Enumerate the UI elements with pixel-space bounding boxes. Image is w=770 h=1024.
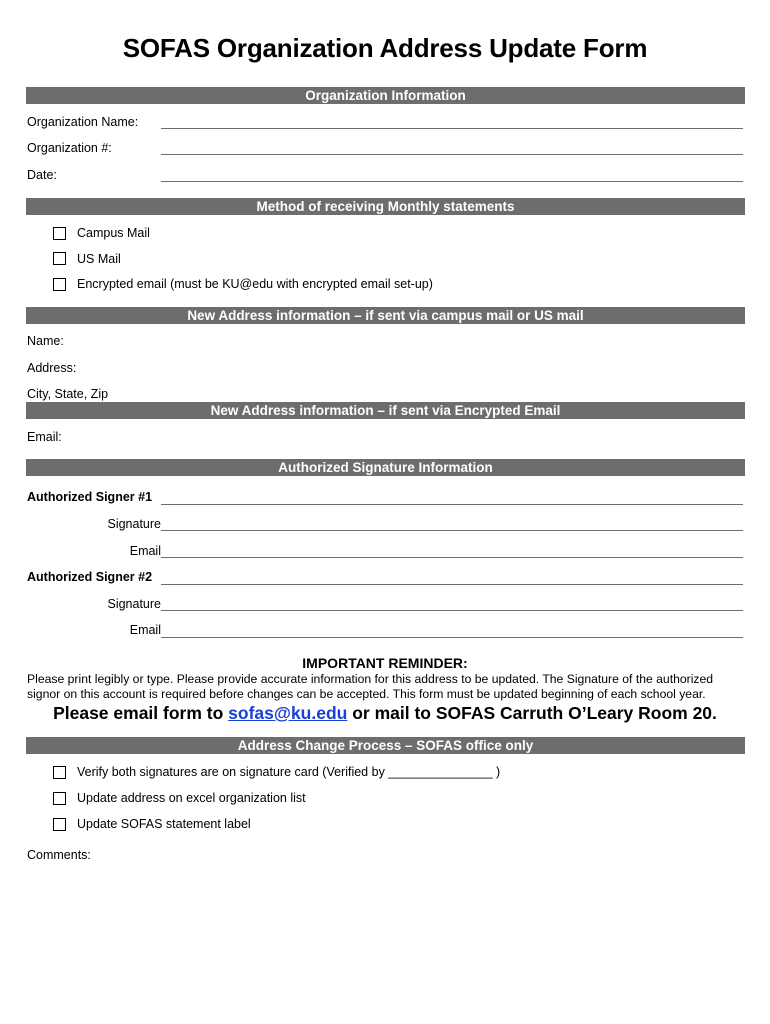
organization-number-field[interactable] — [161, 154, 743, 155]
comments-label: Comments: — [27, 848, 91, 862]
campus-mail-checkbox[interactable] — [53, 227, 66, 240]
us-mail-checkbox[interactable] — [53, 252, 66, 265]
update-label-checkbox[interactable] — [53, 818, 66, 831]
date-label: Date: — [27, 168, 57, 182]
signer-2-signature-field[interactable] — [161, 610, 743, 611]
encrypted-email-label: Encrypted email (must be KU@edu with encrypted email set-up) — [77, 277, 433, 291]
signer-2-signature-label: Signature — [107, 597, 161, 611]
section-header-mail-address: New Address information – if sent via campus mail or US mail — [26, 307, 745, 324]
signer-1-signature-label: Signature — [107, 517, 161, 531]
signer-2-email-field[interactable] — [161, 637, 743, 638]
sofas-email-link[interactable]: sofas@ku.edu — [228, 703, 348, 723]
section-header-organization: Organization Information — [26, 87, 745, 104]
signer-1-email-label: Email — [129, 544, 161, 558]
encrypted-email-checkbox[interactable] — [53, 278, 66, 291]
page-title: SOFAS Organization Address Update Form — [122, 33, 648, 63]
organization-name-label: Organization Name: — [27, 115, 139, 129]
email-instruction-prefix: Please email form to — [53, 703, 224, 723]
email-instruction — [0, 703, 770, 724]
update-label-label: Update SOFAS statement label — [77, 817, 251, 831]
reminder-line-1: Please print legibly or type. Please provide accurate information for this address to be updated. The Signature of the authorized — [27, 672, 714, 686]
update-excel-label: Update address on excel organization list — [77, 791, 306, 805]
verify-signatures-label: Verify both signatures are on signature card (Verified by _______________ ) — [77, 765, 501, 779]
update-excel-checkbox[interactable] — [53, 792, 66, 805]
section-header-process: Address Change Process – SOFAS office only — [26, 737, 745, 754]
email-instruction-suffix: or mail to SOFAS Carruth O’Leary Room 20. — [352, 703, 717, 723]
signer-1-label: Authorized Signer #1 — [27, 490, 153, 504]
signer-2-email-label: Email — [129, 623, 161, 637]
us-mail-label: US Mail — [77, 252, 121, 266]
signer-1-name-field[interactable] — [161, 504, 743, 505]
organization-number-label: Organization #: — [27, 141, 112, 155]
address-label: Address: — [27, 361, 77, 375]
reminder-title: IMPORTANT REMINDER: — [302, 655, 468, 671]
organization-name-field[interactable] — [161, 128, 743, 129]
date-field[interactable] — [161, 181, 743, 182]
section-header-method: Method of receiving Monthly statements — [26, 198, 745, 215]
reminder-line-2: signor on this account is required before changes can be accepted. This form must be updated beginning of each school year. — [27, 687, 706, 701]
city-state-zip-label: City, State, Zip — [27, 387, 109, 401]
signer-1-email-field[interactable] — [161, 557, 743, 558]
name-label: Name: — [27, 334, 64, 348]
verify-signatures-checkbox[interactable] — [53, 766, 66, 779]
campus-mail-label: Campus Mail — [77, 226, 150, 240]
email-label: Email: — [27, 430, 62, 444]
section-header-signatures: Authorized Signature Information — [26, 459, 745, 476]
signer-2-name-field[interactable] — [161, 584, 743, 585]
signer-1-signature-field[interactable] — [161, 530, 743, 531]
section-header-email-address: New Address information – if sent via Encrypted Email — [26, 402, 745, 419]
signer-2-label: Authorized Signer #2 — [27, 570, 153, 584]
